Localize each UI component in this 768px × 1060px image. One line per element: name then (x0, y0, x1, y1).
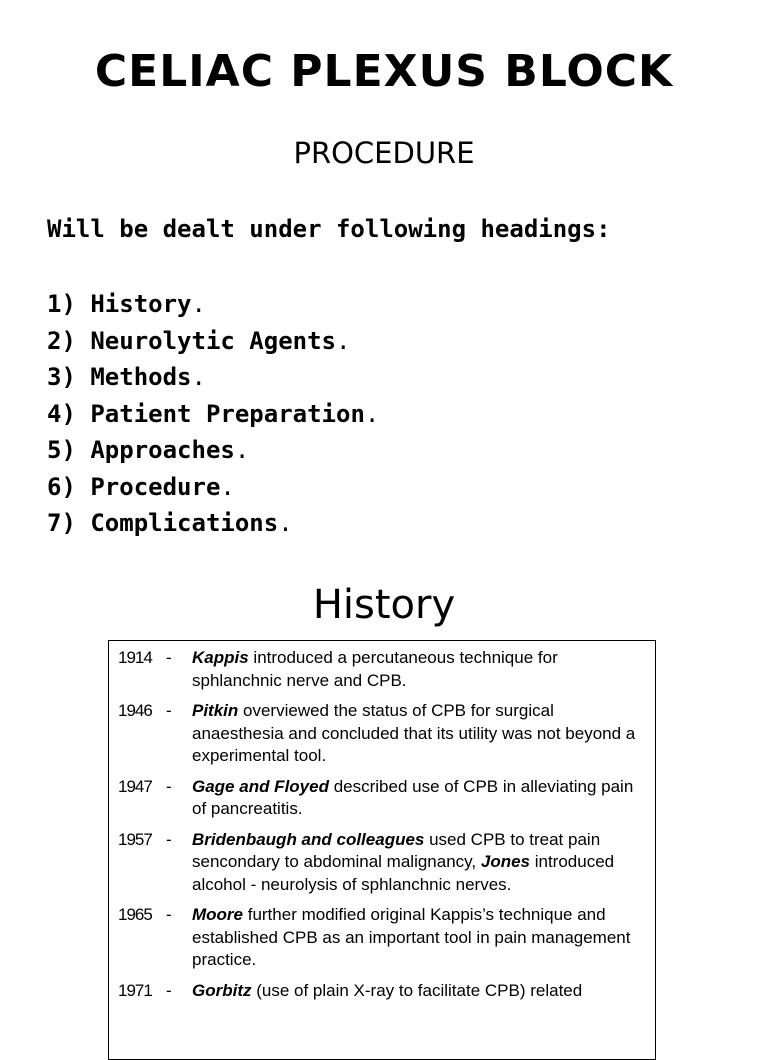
history-table (108, 640, 656, 1060)
entry-description: described use of CPB in alleviating pain of pancreatitis. (192, 776, 634, 818)
list-item (47, 396, 379, 433)
entry-name: Bridenbaugh and colleagues (192, 829, 425, 849)
item-end: . (336, 326, 351, 355)
history-heading: History (312, 582, 456, 628)
page-subtitle: PROCEDURE (293, 136, 475, 170)
headings-list (47, 286, 379, 542)
item-number: 7) (47, 509, 76, 537)
history-entry (118, 904, 645, 972)
entry-name: Pitkin (192, 701, 239, 720)
entry-year: 1965 (118, 905, 152, 924)
entry-dash: - (166, 776, 172, 796)
entry-description-2: introduced alcohol - neurolysis of sphlanchnic nerves. (192, 852, 615, 894)
item-end: . (278, 509, 293, 537)
entry-dash: - (166, 701, 172, 720)
entry-text (192, 904, 645, 972)
item-end: . (191, 290, 206, 318)
entry-year: 1971 (118, 980, 152, 1000)
entry-year: 1957 (118, 829, 152, 849)
history-entry (118, 829, 645, 897)
entry-text (192, 700, 645, 768)
entry-dash: - (166, 980, 172, 1000)
item-end: . (220, 472, 235, 501)
item-number: 3) (47, 363, 76, 391)
item-number: 6) (47, 472, 76, 501)
item-number: 4) (47, 399, 76, 428)
item-label: History (90, 290, 192, 318)
entry-year: 1947 (118, 776, 152, 796)
item-end: . (364, 399, 380, 428)
entry-year: 1914 (118, 648, 152, 667)
entry-text (192, 776, 645, 821)
list-item (47, 469, 379, 506)
item-number: 2) (47, 326, 76, 355)
entry-text (192, 829, 645, 897)
entry-description: (use of plain X-ray to facilitate CPB) related (251, 980, 583, 1000)
history-entry (118, 647, 645, 692)
item-end: . (234, 436, 250, 464)
list-item (47, 359, 379, 396)
list-item (47, 286, 379, 323)
entry-name: Gage and Floyed (192, 776, 329, 796)
entry-dash: - (166, 829, 172, 849)
entry-text (192, 647, 645, 692)
entry-description: overviewed the status of CPB for surgical anaesthesia and concluded that its utility was not beyond a experimental tool. (192, 701, 636, 765)
item-label: Complications (90, 509, 279, 537)
entry-name-2: Jones (480, 852, 530, 871)
item-label: Neurolytic Agents (90, 326, 336, 355)
entry-name: Gorbitz (192, 980, 252, 1000)
entry-description: used CPB to treat pain sencondary to abdominal malignancy, (192, 829, 601, 871)
entry-dash: - (166, 648, 172, 667)
intro-text: Will be dealt under following headings: (47, 215, 611, 243)
list-item (47, 323, 379, 360)
entry-description: introduced a percutaneous technique for sphlanchnic nerve and CPB. (192, 648, 558, 690)
entry-year: 1946 (118, 701, 152, 720)
entry-text (192, 980, 645, 1003)
item-label: Approaches (90, 436, 235, 464)
item-number: 1) (47, 290, 76, 318)
entry-name: Moore (192, 905, 243, 924)
list-item (47, 505, 379, 542)
entry-name: Kappis (192, 648, 249, 667)
history-entry (118, 980, 645, 1003)
item-number: 5) (47, 436, 76, 464)
history-entry (118, 700, 645, 768)
entry-dash: - (166, 905, 172, 924)
item-label: Methods (90, 363, 192, 391)
item-label: Patient Preparation (90, 399, 365, 428)
item-end: . (191, 363, 206, 391)
history-entry (118, 776, 645, 821)
entry-description: further modified original Kappis’s technique and established CPB as an important tool in pain management practice. (192, 905, 631, 969)
item-label: Procedure (90, 472, 221, 501)
page-title: CELIAC PLEXUS BLOCK (94, 46, 674, 97)
list-item (47, 432, 379, 469)
